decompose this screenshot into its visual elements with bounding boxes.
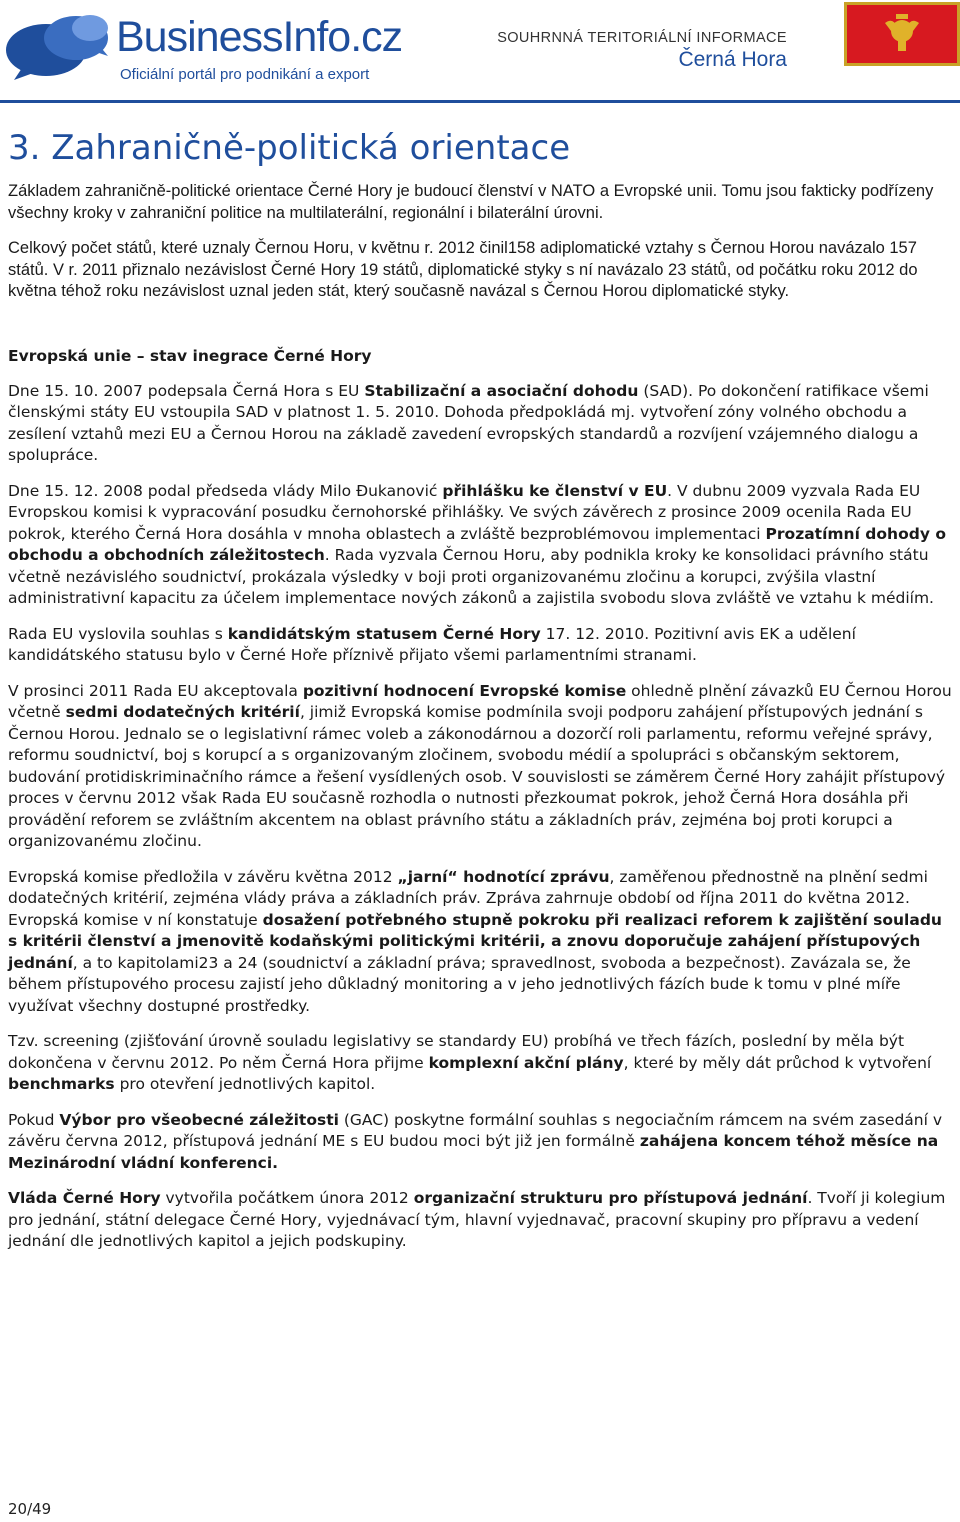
businessinfo-logo[interactable]	[4, 6, 404, 86]
paragraph-screening: Tzv. screening (zjišťování úrovně souladu legislativy se standardy EU) probíhá ve třech fázích, poslední by měla být dokončena v červnu 2012. Po něm Černá Hora přijme komplexní akční plány, které by měly dát průchod k vytvoření benchmarks pro otevření jednotlivých kapitol.	[8, 1032, 932, 1094]
page-header	[0, 0, 960, 100]
logo-tagline: Oficiální portál pro podnikání a export	[120, 66, 370, 83]
report-kicker: SOUHRNNÁ TERITORIÁLNÍ INFORMACE	[497, 30, 787, 46]
intro-paragraph-1: Základem zahraničně-politické orientace Černé Hory je budoucí členství v NATO a Evropské unii. Tomu jsou fakticky podřízeny všechny kroky v zahraniční politice na multilaterální, regionální i bilaterální úrovni.	[8, 182, 934, 222]
document-body	[8, 130, 952, 1267]
logo-brand: BusinessInfo.cz	[116, 13, 403, 61]
paragraph-commission-assessment: V prosinci 2011 Rada EU akceptovala pozitivní hodnocení Evropské komise ohledně plnění závazků EU Černou Horou včetně sedmi dodatečných kritérií, jimiž Evropská komise podmínila svoji podporu zahájení přístupových jednání s Černou Horou. Jednalo se o legislativní rámec voleb a zákonodárnou a dozorčí roli parlamentu, reformu veřejné správy, reformu soudnictví, boj s korupcí a s organizovaným zločinem, svobodu médií a spolupráci s občanským sektorem, budování protidiskriminačního rámce a řešení vysídlených osob. V souvislosti se záměrem Černé Hory zahájit přístupový proces v červnu 2012 však Rada EU současně rozhodla o nutnosti přezkoumat pokrok, jehož Černá Hora dosáhla při provádění reforem se zvláštním akcentem na oblast právního státu a základních práv, zejména boj proti korupci a organizovanému zločinu.	[8, 681, 952, 851]
paragraph-gac: Pokud Výbor pro všeobecné záležitosti (GAC) poskytne formální souhlas s negociačním rámcem na svém zasedání v závěru června 2012, přístupová jednání ME s EU budou moci být již jen formálně zahájena koncem téhož měsíce na Mezinárodní vládní konferenci.	[8, 1110, 943, 1172]
subsection-heading: Evropská unie – stav inegrace Černé Hory	[8, 346, 372, 365]
section-title: 3. Zahraničně-politická orientace	[8, 128, 571, 168]
flag-emblem-icon	[847, 5, 957, 63]
header-rule	[0, 100, 960, 103]
paragraph-sad: Dne 15. 10. 2007 podepsala Černá Hora s EU Stabilizační a asociační dohodu (SAD). Po dokončení ratifikace všemi členskými státy EU vstoupila SAD v platnost 1. 5. 2010. Dohoda předpokládá mj. vytvoření zóny volného obchodu a zesílení vztahů mezi EU a Černou Horou na základě zavedení evropských standardů a rozvíjení vzájemného dialogu a spolupráce.	[8, 381, 929, 465]
intro-paragraph-2: Celkový počet států, které uznaly Černou Horu, v květnu r. 2012 činil158 adiplomatické vztahy s Černou Horou navázalo 157 států. V r. 2011 přiznalo nezávislost Černé Hory 19 států, diplomatické styky s ní navázalo 23 států, od počátku roku 2012 do května téhož roku nezávislost uznal jeden stát, který současně navázal s Černou Horou diplomatické styky.	[8, 239, 918, 301]
paragraph-government-structure: Vláda Černé Hory vytvořila počátkem února 2012 organizační strukturu pro přístupová jednání. Tvoří ji kolegium pro jednání, státní delegace Černé Hory, vyjednávací tým, hlavní vyjednavač, pracovní skupiny pro přípravu a vedení jednání dle jednotlivých kapitol a jejich podskupiny.	[8, 1189, 946, 1251]
montenegro-flag-icon	[844, 2, 960, 66]
page-number: 20/49	[8, 1500, 52, 1518]
country-name: Černá Hora	[678, 48, 787, 71]
paragraph-application: Dne 15. 12. 2008 podal předseda vlády Milo Đukanović přihlášku ke členství v EU. V dubnu 2009 vyzvala Rada EU Evropskou komisi k vypracování posudku černohorské přihlášky. Ve svých závěrech z prosince 2009 ocenila Rada EU pokrok, kterého Černá Hora dosáhla v mnoha oblastech a zvláště bezproblémovou implementaci Prozatímní dohody o obchodu a obchodních záležitostech. Rada vyzvala Černou Horu, aby podnikla kroky ke konsolidaci právního státu včetně nezávislého soudnictví, prokázala výsledky v boji proti organizovanému zločinu a korupci, zvýšila vlastní administrativní kapacitu za účelem implementace nových zákonů a zajistila svobodu slova zvláště ve vztahu k médiím.	[8, 481, 946, 608]
speech-bubble-logo-icon	[4, 10, 112, 80]
paragraph-candidate-status: Rada EU vyslovila souhlas s kandidátským statusem Černé Hory 17. 12. 2010. Pozitivní avis EK a udělení kandidátského statusu bylo v Černé Hoře příznivě přijato všemi parlamentními stranami.	[8, 624, 856, 665]
header-meta	[497, 30, 787, 72]
paragraph-spring-report: Evropská komise předložila v závěru května 2012 „jarní“ hodnotící zprávu, zaměřenou přednostně na plnění sedmi dodatečných kritérií, zejména vlády práva a základních práv. Zpráva zahrnuje období od října 2011 do května 2012. Evropská komise v ní konstatuje dosažení potřebného stupně pokroku při realizaci reforem k zajištění souladu s kritérii členství a jmenovitě kodaňskými politickými kritérii, a znovu doporučuje zahájení přístupových jednání, a to kapitolami23 a 24 (soudnictví a základní práva; spravedlnost, svoboda a bezpečnost). Zavázala se, že během přístupového procesu zajistí jeho důkladný monitoring a v jeho jednotlivých fázích bude k tomu v plné míře využívat všechny dostupné prostředky.	[8, 867, 942, 1015]
